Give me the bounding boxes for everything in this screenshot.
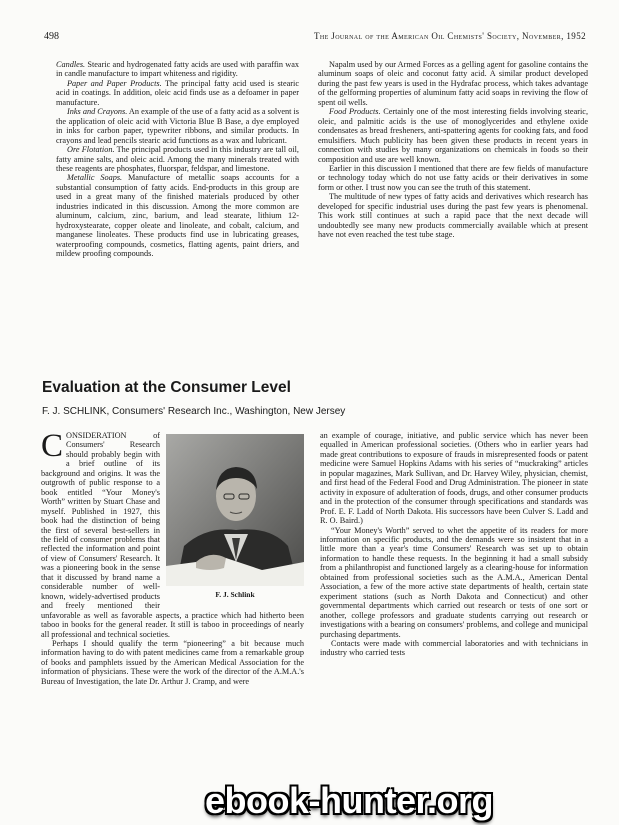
- article-right-column: [320, 431, 588, 658]
- paragraph: Food Products. Certainly one of the most interesting fields involving stearic, oleic, and palmitic acids is the use of monoglycerides and ethylene oxide condensates as bread fresheners, anti-spattering agents for cooking fats, and food emulsifiers. Much publicity has been given these products in recent years in connection with studies by many organizations on chemicals in foods so their composition and use are well known.: [318, 107, 589, 164]
- author-portrait-image: [166, 434, 304, 586]
- left-column-top: [56, 60, 299, 259]
- running-header: [44, 31, 586, 45]
- page-number: 498: [44, 31, 59, 42]
- paragraph: Earlier in this discussion I mentioned that there are few fields of manufacture or technology today which do not use fatty acids or their derivatives in some form or other. I trust now you can see the truth of this statement.: [318, 163, 588, 192]
- watermark: ebook-hunter.org: [205, 780, 493, 821]
- paragraph: Perhaps I should qualify the term “pioneering” a bit because much information having to do with patent medicines came from a remarkable group of books and pamphlets issued by the American Medical Association for the information of physicians. These were the work of the director of the A.M.A.'s Bureau of Investigation, the late Dr. Arthur J. Cramp, and were: [41, 638, 304, 686]
- paragraph: The multitude of new types of fatty acids and derivatives which research has developed for specific industrial uses during the past few years is phenomenal. This work still continues at such a rapid pace that the next decade will undoubtedly see many new products commercially available which at present have not even reached the test tube stage.: [318, 192, 588, 240]
- paragraph: Candles. Stearic and hydrogenated fatty acids are used with paraffin wax in candle manufacture to impart whiteness and rigidity.: [56, 60, 300, 79]
- right-column-top: [318, 60, 588, 240]
- running-head: The Journal of the American Oil Chemists' Society, November, 1952: [313, 31, 586, 41]
- author-photo: [166, 434, 304, 600]
- article-left-column: [41, 428, 304, 686]
- paragraph: an example of courage, initiative, and public service which has never been equalled in American professional societies. (Others who in earlier years had made great contributions to exposure of frauds in misrepresented foods or patent medicine were Samuel Hopkins Adams with his series of “muckraking” articles in popular magazines, Mark Sullivan, and Dr. Harvey Wiley, physician, chemist, and first head of the Federal Food and Drug Administration. The pioneer in state activity in exposure of adulteration of foods, drugs, and other consumer products and in the protection of the consumer through specifications and standards was Prof. E. F. Ladd of North Dakota. His successors have been Culver S. Ladd and R. O. Baird.): [320, 431, 588, 526]
- photo-caption: F. J. Schlink: [215, 590, 255, 599]
- article-title: Evaluation at the Consumer Level: [42, 379, 291, 396]
- paragraph: Inks and Crayons. An example of the use of a fatty acid as a solvent is the application of oleic acid with Victoria Blue B Base, a dye employed in inks for carbon paper, typewriter ribbons, and similar products. In crayons and lead pencils stearic acid functions as a wax and lubricant.: [56, 107, 299, 145]
- paragraph: Contacts were made with commercial laboratories and with technicians in industry who carried tests: [320, 638, 588, 658]
- paragraph: CONSIDERATION of Consumers' Research should probably begin with a brief outline of its background and origins. It was the outgrowth of public response to a book entitled “Your Money's Worth” written by Stuart Chase and myself. Published in 1927, this book had the distinction of being the first of several best-sellers in the field of consumer problems that reflected the information and point of view of Consumers' Research. It was a pioneering book in the sense that it discussed by brand name a considerable number of well-known, widely-advertised products and freely mentioned their unfavorable as well as favorable aspects, a practice which had hitherto been taboo in books for the general reader. It still is taboo in proceedings of nearly all professional and technical societies.: [41, 428, 304, 639]
- drop-cap: C: [41, 428, 64, 464]
- paragraph: Napalm used by our Armed Forces as a gelling agent for gasoline contains the aluminum soaps of oleic and coconut fatty acid. A similar product developed during the past few years is used in the Hydrafac process, which takes advantage of the gelforming properties of aluminum fatty acid soaps in reviving the flow of spent oil wells.: [318, 60, 588, 107]
- paragraph: Paper and Paper Products. The principal fatty acid used is stearic acid in coatings. In addition, oleic acid finds use as a defoamer in paper manufacture.: [56, 78, 299, 107]
- paragraph: Ore Flotation. The principal products used in this industry are tall oil, fatty amine salts, and oleic acid. Among the many minerals treated with these reagents are phosphates, fluorspar, feldspar, and limestone.: [56, 145, 299, 173]
- article-byline: F. J. SCHLINK, Consumers' Research Inc., Washington, New Jersey: [42, 406, 346, 417]
- paragraph: Metallic Soaps. Manufacture of metallic soaps accounts for a substantial consumption of fatty acids. End-products in this group are used in a great many of the finished materials produced by other industries indicated in this discussion. Among the more common are aluminum, calcium, zinc, barium, and lead stearate, lithium 12-hydroxystearate, copper oleate and linoleate, and cobalt, calcium, and manganese linoleates. These products find use in lubricating greases, waterproofing compounds, cosmetics, flatting agents, paint driers, and mildew proofing compounds.: [56, 173, 300, 259]
- paragraph: “Your Money's Worth” served to whet the appetite of its readers for more information on specific products, and the demands were so insistent that in a little more than a year's time Consumers' Research was set up to obtain information to handle these requests. In the beginning it had a small subsidy from a philanthropist and functioned largely as a clearing-house for information obtained from professional societies such as the A.M.A., American Dental Association, a few of the more active state departments of health, certain state experiment stations (such as North Dakota and Connecticut) and other governmental departments which carried out research or tests of one sort or another, college professors and graduate students carrying out research or investigations with a bearing on consumers' problems, and college and municipal purchasing departments.: [320, 525, 588, 639]
